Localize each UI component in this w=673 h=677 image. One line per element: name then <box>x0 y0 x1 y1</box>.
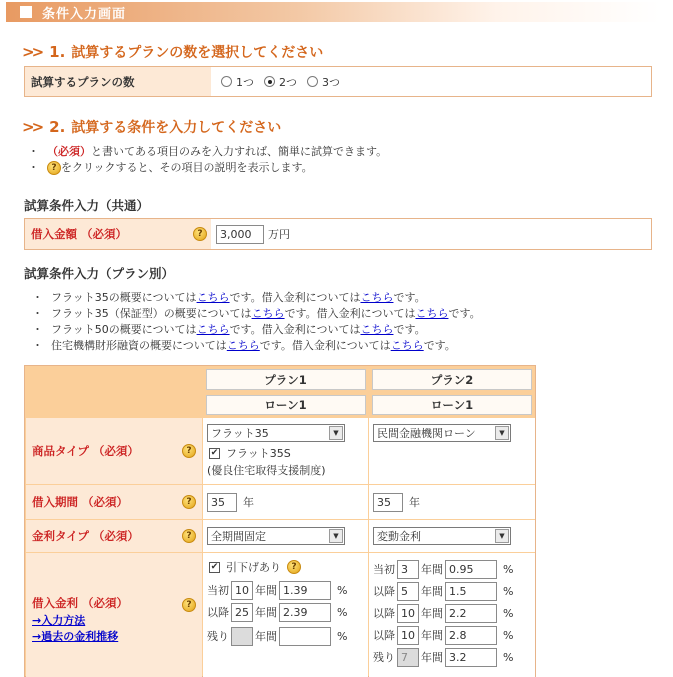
rate-type-label: 金利タイプ （必須） <box>32 529 139 543</box>
year-unit: 年 <box>243 496 254 509</box>
note-text: です。借入金利については <box>229 291 361 304</box>
plan2-header <box>369 367 535 392</box>
note-text: フラット35の概要については <box>51 291 197 304</box>
year-period-unit: 年間 <box>421 585 443 598</box>
plan2-product-cell <box>369 418 535 484</box>
plan1-header <box>203 367 368 392</box>
note-text: です。 <box>393 323 426 336</box>
rate-type-label-cell <box>26 520 202 552</box>
product-type-label-cell <box>26 418 202 484</box>
plan2-rate-row-1 <box>373 558 535 580</box>
common-heading: 試算条件入力（共通） <box>24 198 150 213</box>
chevron-down-icon: ▼ <box>329 426 343 440</box>
loan-amount-unit: 万円 <box>268 228 290 241</box>
percent-unit: % <box>503 584 514 598</box>
plan2-product-select[interactable] <box>373 424 511 442</box>
percent-unit: % <box>503 650 514 664</box>
loan-amount-label: 借入金額 （必須） <box>31 227 128 241</box>
plan2-rate-row-2 <box>373 580 535 602</box>
chevron-down-icon: ▼ <box>329 529 343 543</box>
section2-title: 試算する条件を入力してください <box>71 120 282 136</box>
plan1-term-input[interactable]: 35 <box>207 493 237 512</box>
plan1-product-value: フラット35 <box>211 427 269 440</box>
plan2-rate2-years-input[interactable]: 5 <box>397 582 419 601</box>
plan-count-radio-3-label: 3つ <box>322 75 340 89</box>
page-title: 条件入力画面 <box>42 6 127 22</box>
section1-heading <box>22 42 323 62</box>
note-text: です。借入金利については <box>284 307 416 320</box>
rate-row-label: 当初 <box>373 563 395 576</box>
plan1-rate2-years-input[interactable]: 25 <box>231 603 253 622</box>
perplan-heading: 試算条件入力（プラン別） <box>24 266 175 281</box>
plan1-loan-title: ローン1 <box>206 395 366 415</box>
table-corner <box>26 367 202 417</box>
plan-count-radio-1-label: 1つ <box>236 75 254 89</box>
percent-unit: % <box>503 562 514 576</box>
rate-row-label: 以降 <box>373 629 395 642</box>
plan2-product-value: 民間金融機関ローン <box>377 427 476 440</box>
flat35-overview-link[interactable]: こちら <box>196 291 230 304</box>
plan2-rate-row-5 <box>373 646 535 668</box>
rate-history-link[interactable]: →過去の金利推移 <box>32 630 119 643</box>
plan1-title: プラン1 <box>206 369 366 390</box>
percent-unit: % <box>337 605 348 619</box>
plan1-rate1-years-input[interactable]: 10 <box>231 581 253 600</box>
help-question-icon[interactable]: ? <box>182 495 196 509</box>
note-required: ・ （必須） と書いてある項目のみを入力すれば、簡単に試算できます。 <box>28 145 388 158</box>
perplan-note-flat50: ・ フラット50の概要については こちら です。借入金利については こちら です。 <box>32 323 426 336</box>
plan2-rate1-years-input[interactable]: 3 <box>397 560 419 579</box>
plan1-rate-row-1 <box>207 579 368 601</box>
plan2-rate4-rate-input[interactable]: 2.8 <box>445 626 497 645</box>
plan1-ratetype-value: 全期間固定 <box>211 530 266 543</box>
note-required-text: と書いてある項目のみを入力すれば、簡単に試算できます。 <box>91 145 388 158</box>
year-period-unit: 年間 <box>421 607 443 620</box>
plan1-rate-cell <box>203 553 368 677</box>
note-text: です。借入金利については <box>229 323 361 336</box>
flat50-overview-link[interactable]: こちら <box>196 323 230 336</box>
loan-amount-input[interactable]: 3,000 <box>216 225 264 244</box>
plan2-loan-title: ローン1 <box>372 395 532 415</box>
rate-label: 借入金利 （必須） <box>32 596 129 610</box>
plan2-ratetype-value: 変動金利 <box>377 530 421 543</box>
note-text: です。 <box>448 307 481 320</box>
rate-label-cell <box>26 553 202 677</box>
plan-count-radio-2[interactable] <box>264 76 275 87</box>
perplan-note-flat35-guarantee: ・ フラット35（保証型）の概要については こちら です。借入金利については こちら です。 <box>32 307 481 320</box>
plan1-product-cell <box>203 418 368 484</box>
section1-number: 1. <box>49 43 66 61</box>
plan2-rate-cell <box>369 553 535 677</box>
percent-unit: % <box>503 606 514 620</box>
product-type-label: 商品タイプ （必須） <box>32 444 139 458</box>
plan1-rate3-rate-input[interactable] <box>279 627 331 646</box>
note-text: です。 <box>423 339 456 352</box>
year-period-unit: 年間 <box>421 563 443 576</box>
note-text: 住宅機構財形融資の概要については <box>51 339 227 352</box>
help-question-icon[interactable]: ? <box>193 227 207 241</box>
rate-row-label: 以降 <box>373 585 395 598</box>
percent-unit: % <box>503 628 514 642</box>
double-chevron-icon: >> <box>22 43 42 61</box>
help-question-icon: ? <box>47 161 61 175</box>
help-question-icon[interactable]: ? <box>182 598 196 612</box>
note-text: フラット35（保証型）の概要については <box>51 307 252 320</box>
plan2-rate1-rate-input[interactable]: 0.95 <box>445 560 497 579</box>
page-header <box>6 2 660 22</box>
plan1-product-select[interactable] <box>207 424 345 442</box>
plan1-rate1-rate-input[interactable]: 1.39 <box>279 581 331 600</box>
plan-count-options <box>211 67 651 96</box>
plan1-rate-row-2 <box>207 601 368 623</box>
double-chevron-icon: >> <box>22 118 42 136</box>
note-text: フラット50の概要については <box>51 323 197 336</box>
rate-row-label: 以降 <box>207 606 229 619</box>
section2-heading <box>22 117 281 137</box>
plan-count-label: 試算するプランの数 <box>25 67 211 96</box>
plan2-rate4-years-input[interactable]: 10 <box>397 626 419 645</box>
required-marker: （必須） <box>47 145 91 158</box>
plan2-rate-row-3 <box>373 602 535 624</box>
loan-amount-value-cell <box>211 219 651 249</box>
plan1-loan-header <box>203 393 368 417</box>
perplan-note-zaikei: ・ 住宅機構財形融資の概要については こちら です。借入金利については こちら です。 <box>32 339 456 352</box>
zaikei-rate-link[interactable]: こちら <box>390 339 424 352</box>
plan-count-radio-1[interactable] <box>221 76 232 87</box>
rate-row-label: 残り <box>373 651 395 664</box>
plan2-ratetype-select[interactable] <box>373 527 511 545</box>
plan-count-radio-2-label: 2つ <box>279 75 297 89</box>
year-period-unit: 年間 <box>421 629 443 642</box>
plan-count-radio-3[interactable] <box>307 76 318 87</box>
percent-unit: % <box>337 629 348 643</box>
plan1-rate2-rate-input[interactable]: 2.39 <box>279 603 331 622</box>
rate-row-label: 当初 <box>207 584 229 597</box>
loan-amount-label-cell <box>25 219 211 249</box>
plan2-loan-header <box>369 393 535 417</box>
help-question-icon[interactable]: ? <box>182 444 196 458</box>
plan2-rate5-rate-input[interactable]: 3.2 <box>445 648 497 667</box>
plan-count-row <box>24 66 652 97</box>
plan-table <box>24 365 536 677</box>
plan2-rate3-rate-input[interactable]: 2.2 <box>445 604 497 623</box>
plan1-rate-row-3 <box>207 625 368 647</box>
year-period-unit: 年間 <box>421 651 443 664</box>
plan1-ratetype-cell <box>203 520 368 552</box>
rate-row-label: 残り <box>207 630 229 643</box>
flat50-rate-link[interactable]: こちら <box>360 323 394 336</box>
flat35g-rate-link[interactable]: こちら <box>415 307 449 320</box>
chevron-down-icon: ▼ <box>495 426 509 440</box>
plan2-rate2-rate-input[interactable]: 1.5 <box>445 582 497 601</box>
plan1-term-cell <box>203 485 368 519</box>
plan2-rate-row-4 <box>373 624 535 646</box>
zaikei-overview-link[interactable]: こちら <box>226 339 260 352</box>
year-period-unit: 年間 <box>255 606 277 619</box>
header-square-icon <box>20 6 32 18</box>
percent-unit: % <box>337 583 348 597</box>
plan2-rate5-years-input: 7 <box>397 648 419 667</box>
note-help: ・ ? をクリックすると、その項目の説明を表示します。 <box>28 161 313 174</box>
flat35s-note: (優良住宅取得支援制度) <box>207 464 326 477</box>
plan2-rate3-years-input[interactable]: 10 <box>397 604 419 623</box>
input-method-link[interactable]: →入力方法 <box>32 614 86 627</box>
discount-checkbox[interactable]: ✔ <box>210 561 219 572</box>
perplan-notes <box>32 290 481 354</box>
section2-number: 2. <box>49 118 66 136</box>
section1-title: 試算するプランの数を選択してください <box>71 45 324 61</box>
chevron-down-icon: ▼ <box>495 529 509 543</box>
year-period-unit: 年間 <box>255 630 277 643</box>
plan2-term-input[interactable]: 35 <box>373 493 403 512</box>
plan1-rate3-years-input <box>231 627 253 646</box>
section2-notes <box>28 144 387 176</box>
note-text: です。借入金利については <box>259 339 391 352</box>
flat35s-checkbox[interactable]: ✔ <box>210 447 219 458</box>
help-question-icon[interactable]: ? <box>182 529 196 543</box>
plan2-ratetype-cell <box>369 520 535 552</box>
plan2-title: プラン2 <box>372 369 532 390</box>
flat35-rate-link[interactable]: こちら <box>360 291 394 304</box>
perplan-note-flat35: ・ フラット35の概要については こちら です。借入金利については こちら です。 <box>32 291 426 304</box>
note-help-text: をクリックすると、その項目の説明を表示します。 <box>61 161 313 174</box>
plan2-term-cell <box>369 485 535 519</box>
year-period-unit: 年間 <box>255 584 277 597</box>
loan-amount-row <box>24 218 652 250</box>
flat35g-overview-link[interactable]: こちら <box>251 307 285 320</box>
discount-label: 引下げあり <box>226 561 281 574</box>
year-unit: 年 <box>409 496 420 509</box>
term-label-cell <box>26 485 202 519</box>
flat35s-label: フラット35S <box>226 447 291 460</box>
note-text: です。 <box>393 291 426 304</box>
rate-row-label: 以降 <box>373 607 395 620</box>
help-question-icon[interactable]: ? <box>287 560 301 574</box>
term-label: 借入期間 （必須） <box>32 495 129 509</box>
plan1-ratetype-select[interactable] <box>207 527 345 545</box>
